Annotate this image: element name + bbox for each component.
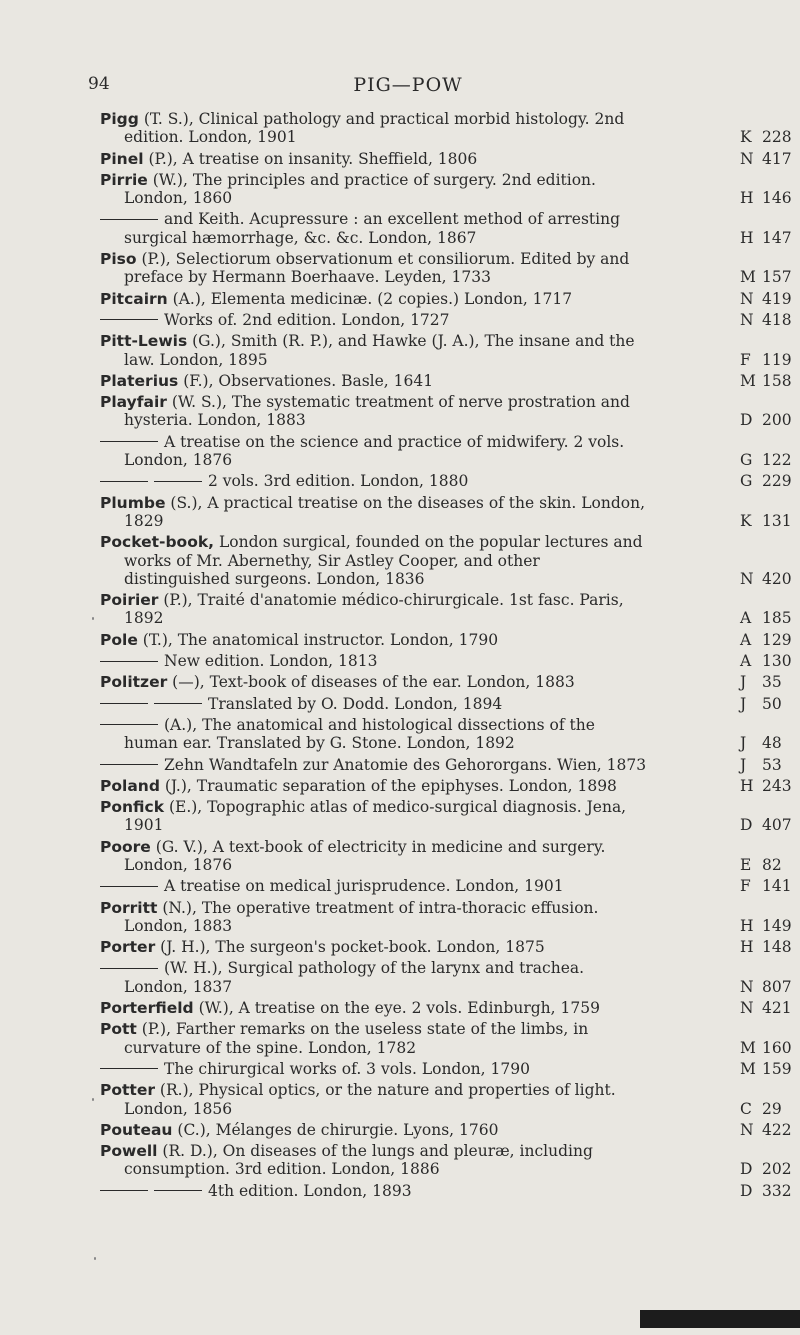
catalogue-entry	[100, 149, 792, 168]
shelf-mark	[740, 150, 800, 168]
shelf-letter: H	[740, 228, 754, 247]
shelf-mark	[740, 570, 800, 588]
catalogue-entry	[100, 289, 792, 308]
scan-edge-shadow	[640, 1310, 800, 1328]
entry-author: Piso	[100, 250, 137, 269]
shelf-number: 35	[762, 673, 782, 692]
shelf-mark	[740, 311, 800, 329]
shelf-letter: M	[740, 1059, 756, 1078]
catalogue-entry	[100, 1020, 792, 1057]
shelf-number: 332	[762, 1181, 792, 1200]
shelf-number: 160	[762, 1038, 792, 1057]
entry-text: A treatise on the science and practice of midwifery. 2 vols. London, 1876	[124, 432, 625, 470]
entry-text: (G.), Smith (R. P.), and Hawke (J. A.), The insane and the law. London, 1895	[124, 332, 635, 369]
shelf-mark	[740, 999, 800, 1017]
entry-author: Poland	[100, 776, 160, 795]
shelf-number: 229	[762, 472, 792, 491]
shelf-letter: K	[740, 511, 752, 530]
entry-text: (W. S.), The systematic treatment of nerve prostration and hysteria. London, 1883	[124, 393, 630, 430]
ditto-dash	[100, 703, 148, 704]
entry-text: (P.), Farther remarks on the useless state of the limbs, in curvature of the spine. London, 1782	[124, 1020, 589, 1057]
entry-text: (A.), The anatomical and histological dissections of the human ear. Translated by G. Stone. London, 1892	[124, 715, 595, 753]
shelf-letter: M	[740, 1038, 756, 1057]
entry-author: Pinel	[100, 149, 144, 168]
ink-speck	[92, 617, 94, 620]
entry-author: Porterfield	[100, 999, 194, 1018]
catalogue-entry	[100, 877, 792, 896]
entry-text: (J.), Traumatic separation of the epiphyses. London, 1898	[164, 776, 617, 795]
entry-author: Pigg	[100, 110, 139, 128]
entry-author: Pirrie	[100, 170, 148, 189]
shelf-letter: J	[740, 755, 747, 774]
shelf-mark	[740, 816, 800, 834]
shelf-number: 417	[762, 149, 792, 168]
shelf-mark	[740, 189, 800, 207]
entry-text: (W.), The principles and practice of surgery. 2nd edition. London, 1860	[124, 170, 596, 208]
shelf-mark	[740, 472, 800, 490]
shelf-number: 202	[762, 1160, 792, 1179]
shelf-letter: K	[740, 128, 752, 147]
entry-text: Translated by O. Dodd. London, 1894	[208, 694, 503, 713]
shelf-letter: A	[740, 630, 752, 649]
catalogue-entry	[100, 493, 792, 531]
shelf-letter: M	[740, 371, 756, 390]
entry-author: Pouteau	[100, 1120, 173, 1139]
entry-text: (T.), The anatomical instructor. London, 1790	[142, 630, 499, 649]
shelf-mark	[740, 695, 800, 713]
shelf-mark	[740, 372, 800, 390]
shelf-number: 243	[762, 776, 792, 795]
catalogue-entry	[100, 630, 792, 649]
entry-author: Plumbe	[100, 493, 166, 512]
entry-text: (P.), A treatise on insanity. Sheffield, 1806	[148, 149, 478, 168]
entry-text: (P.), Traité d'anatomie médico-chirurgicale. 1st fasc. Paris, 1892	[124, 591, 624, 628]
entry-text: (R. D.), On diseases of the lungs and pleuræ, including consumption. 3rd edition. London, 1886	[124, 1142, 593, 1179]
shelf-number: 147	[762, 228, 792, 247]
shelf-letter: N	[740, 977, 754, 996]
entry-author: Poirier	[100, 591, 159, 610]
shelf-letter: M	[740, 268, 756, 287]
entry-author: Pitcairn	[100, 289, 168, 308]
entry-text: (T. S.), Clinical pathology and practical morbid histology. 2nd edition. London, 1901	[124, 110, 625, 147]
shelf-number: 130	[762, 652, 792, 671]
page-number: 94	[88, 74, 110, 94]
ditto-dash	[100, 1190, 148, 1191]
ditto-dash	[100, 481, 148, 482]
shelf-mark	[740, 756, 800, 774]
shelf-mark	[740, 978, 800, 996]
shelf-number: 129	[762, 630, 792, 649]
catalogue-entry	[100, 673, 782, 692]
catalogue-entry	[100, 1142, 792, 1179]
shelf-number: 419	[762, 289, 792, 308]
entry-text: New edition. London, 1813	[164, 652, 378, 671]
catalogue-entry	[100, 776, 792, 795]
catalogue-entry	[100, 1120, 792, 1139]
catalogue-entry	[100, 798, 792, 835]
shelf-number: 418	[762, 310, 792, 329]
catalogue-entry	[100, 1181, 792, 1200]
ditto-dash	[100, 661, 158, 662]
entry-author: Potter	[100, 1081, 155, 1100]
shelf-mark	[740, 777, 800, 795]
entry-author: Pott	[100, 1020, 137, 1039]
shelf-number: 200	[762, 411, 792, 430]
catalogue-entry	[100, 110, 792, 147]
entry-author: Politzer	[100, 673, 168, 692]
ditto-dash	[100, 724, 158, 725]
ditto-dash	[100, 764, 158, 765]
shelf-letter: A	[740, 609, 752, 628]
shelf-mark	[740, 268, 800, 286]
shelf-mark	[740, 128, 800, 146]
entry-text: (G. V.), A text-book of electricity in medicine and surgery. London, 1876	[124, 837, 606, 874]
entry-text: (J. H.), The surgeon's pocket-book. London, 1875	[160, 938, 545, 957]
shelf-mark	[740, 1160, 800, 1178]
ditto-dash	[100, 441, 158, 442]
catalogue-entry	[100, 332, 792, 369]
shelf-letter: N	[740, 149, 754, 168]
entry-text: (W.), A treatise on the eye. 2 vols. Edinburgh, 1759	[198, 999, 600, 1018]
catalogue-entry	[100, 393, 792, 430]
entry-author: Poore	[100, 837, 151, 856]
shelf-mark	[740, 609, 800, 627]
catalogue-entry	[100, 1081, 782, 1118]
shelf-number: 807	[762, 977, 792, 996]
entry-text: Zehn Wandtafeln zur Anatomie des Gehororgans. Wien, 1873	[164, 755, 647, 774]
shelf-letter: N	[740, 569, 754, 588]
shelf-number: 421	[762, 999, 792, 1018]
catalogue-entry	[100, 432, 792, 470]
shelf-mark	[740, 512, 800, 530]
catalogue-entry	[100, 472, 792, 491]
shelf-mark	[740, 351, 800, 369]
shelf-number: 185	[762, 609, 792, 628]
shelf-mark	[740, 938, 800, 956]
ditto-dash	[154, 1190, 202, 1191]
entry-text: (F.), Observationes. Basle, 1641	[183, 371, 434, 390]
ditto-dash	[100, 1068, 158, 1069]
catalogue-entry	[100, 652, 792, 671]
shelf-mark	[740, 1039, 800, 1057]
ink-speck	[92, 1098, 94, 1101]
shelf-letter: D	[740, 1181, 753, 1200]
shelf-letter: G	[740, 451, 753, 470]
shelf-letter: H	[740, 189, 754, 208]
shelf-number: 228	[762, 128, 792, 147]
shelf-number: 141	[762, 877, 792, 896]
catalogue-entry	[100, 371, 792, 390]
catalogue-entry	[100, 755, 782, 774]
shelf-mark	[740, 856, 800, 874]
entry-author: Porter	[100, 938, 156, 957]
shelf-letter: N	[740, 1120, 754, 1139]
shelf-letter: N	[740, 310, 754, 329]
entry-author: Playfair	[100, 393, 167, 412]
ditto-dash	[100, 319, 158, 320]
catalogue-entry	[100, 715, 782, 753]
shelf-number: 148	[762, 938, 792, 957]
shelf-letter: E	[740, 855, 752, 874]
shelf-mark	[740, 411, 800, 429]
shelf-number: 157	[762, 268, 792, 287]
catalogue-entries	[100, 110, 792, 1203]
entry-text: (W. H.), Surgical pathology of the larynx and trachea. London, 1837	[124, 959, 585, 996]
catalogue-entry	[100, 1059, 792, 1078]
entry-text: (P.), Selectiorum observationum et consiliorum. Edited by and preface by Hermann Boerhaave. Leyden, 1733	[124, 250, 630, 287]
catalogue-entry	[100, 999, 792, 1018]
entry-text: 4th edition. London, 1893	[208, 1181, 412, 1200]
shelf-number: 422	[762, 1120, 792, 1139]
shelf-letter: J	[740, 694, 747, 713]
shelf-number: 119	[762, 350, 792, 369]
shelf-letter: C	[740, 1099, 752, 1118]
entry-text: (R.), Physical optics, or the nature and properties of light. London, 1856	[124, 1081, 616, 1118]
shelf-letter: J	[740, 734, 747, 753]
shelf-number: 29	[762, 1099, 782, 1118]
entry-text: (E.), Topographic atlas of medico-surgical diagnosis. Jena, 1901	[124, 798, 627, 835]
catalogue-entry	[100, 170, 792, 208]
catalogue-entry	[100, 591, 792, 628]
entry-author: Porritt	[100, 898, 158, 917]
running-title: PIG—POW	[353, 74, 463, 96]
shelf-number: 159	[762, 1059, 792, 1078]
shelf-letter: A	[740, 652, 752, 671]
catalogue-entry	[100, 694, 782, 713]
entry-text: (S.), A practical treatise on the diseases of the skin. London, 1829	[124, 493, 646, 530]
ditto-dash	[100, 219, 158, 220]
catalogue-entry	[100, 837, 782, 875]
shelf-mark	[740, 631, 800, 649]
ditto-dash	[100, 968, 158, 969]
shelf-mark	[740, 229, 800, 247]
page-header	[88, 74, 728, 100]
shelf-mark	[740, 1182, 800, 1200]
shelf-mark	[740, 1060, 800, 1078]
entry-text: 2 vols. 3rd edition. London, 1880	[208, 472, 469, 491]
shelf-number: 122	[762, 451, 792, 470]
entry-text: (C.), Mélanges de chirurgie. Lyons, 1760	[177, 1120, 499, 1139]
shelf-letter: F	[740, 350, 751, 369]
shelf-mark	[740, 1121, 800, 1139]
catalogue-entry	[100, 938, 792, 957]
ditto-dash	[154, 703, 202, 704]
entry-author: Pitt-Lewis	[100, 332, 188, 351]
catalogue-entry	[100, 533, 792, 588]
shelf-mark	[740, 673, 800, 691]
shelf-number: 48	[762, 734, 782, 753]
shelf-letter: D	[740, 411, 753, 430]
shelf-mark	[740, 734, 800, 752]
shelf-letter: H	[740, 938, 754, 957]
catalogue-entry	[100, 959, 792, 996]
entry-author: Pocket-book,	[100, 533, 215, 552]
shelf-letter: N	[740, 289, 754, 308]
shelf-letter: F	[740, 877, 751, 896]
shelf-number: 158	[762, 371, 792, 390]
entry-author: Pole	[100, 630, 138, 649]
entry-text: London surgical, founded on the popular lectures and works of Mr. Abernethy, Sir Astley Cooper, and other distinguished surgeons. London, 1836	[124, 533, 643, 588]
entry-text: (A.), Elementa medicinæ. (2 copies.) London, 1717	[172, 289, 573, 308]
entry-author: Ponfick	[100, 798, 165, 817]
entry-text: (N.), The operative treatment of intra-thoracic effusion. London, 1883	[124, 898, 599, 935]
catalogue-entry	[100, 250, 792, 287]
shelf-mark	[740, 877, 800, 895]
entry-author: Platerius	[100, 371, 179, 390]
shelf-letter: H	[740, 776, 754, 795]
shelf-mark	[740, 652, 800, 670]
shelf-letter: N	[740, 999, 754, 1018]
shelf-number: 82	[762, 855, 782, 874]
shelf-number: 407	[762, 816, 792, 835]
entry-text: (—), Text-book of diseases of the ear. London, 1883	[172, 673, 575, 692]
entry-author: Powell	[100, 1142, 158, 1161]
shelf-number: 146	[762, 189, 792, 208]
shelf-mark	[740, 290, 800, 308]
entry-text: Works of. 2nd edition. London, 1727	[164, 310, 450, 329]
shelf-mark	[740, 451, 800, 469]
shelf-number: 420	[762, 569, 792, 588]
shelf-mark	[740, 1100, 800, 1118]
entry-text: and Keith. Acupressure : an excellent method of arresting surgical hæmorrhage, &c. &c. London, 1867	[124, 210, 621, 247]
shelf-number: 131	[762, 511, 792, 530]
catalogue-entry	[100, 210, 792, 247]
shelf-letter: H	[740, 916, 754, 935]
shelf-letter: D	[740, 1160, 753, 1179]
shelf-number: 53	[762, 755, 782, 774]
shelf-number: 50	[762, 694, 782, 713]
entry-text: The chirurgical works of. 3 vols. London, 1790	[164, 1059, 530, 1078]
shelf-number: 149	[762, 916, 792, 935]
shelf-letter: D	[740, 816, 753, 835]
entry-text: A treatise on medical jurisprudence. London, 1901	[164, 877, 564, 896]
ink-speck	[94, 1257, 96, 1260]
shelf-mark	[740, 917, 800, 935]
ditto-dash	[154, 481, 202, 482]
shelf-letter: J	[740, 673, 747, 692]
catalogue-entry	[100, 898, 792, 936]
catalogue-entry	[100, 310, 792, 329]
ditto-dash	[100, 886, 158, 887]
shelf-letter: G	[740, 472, 753, 491]
